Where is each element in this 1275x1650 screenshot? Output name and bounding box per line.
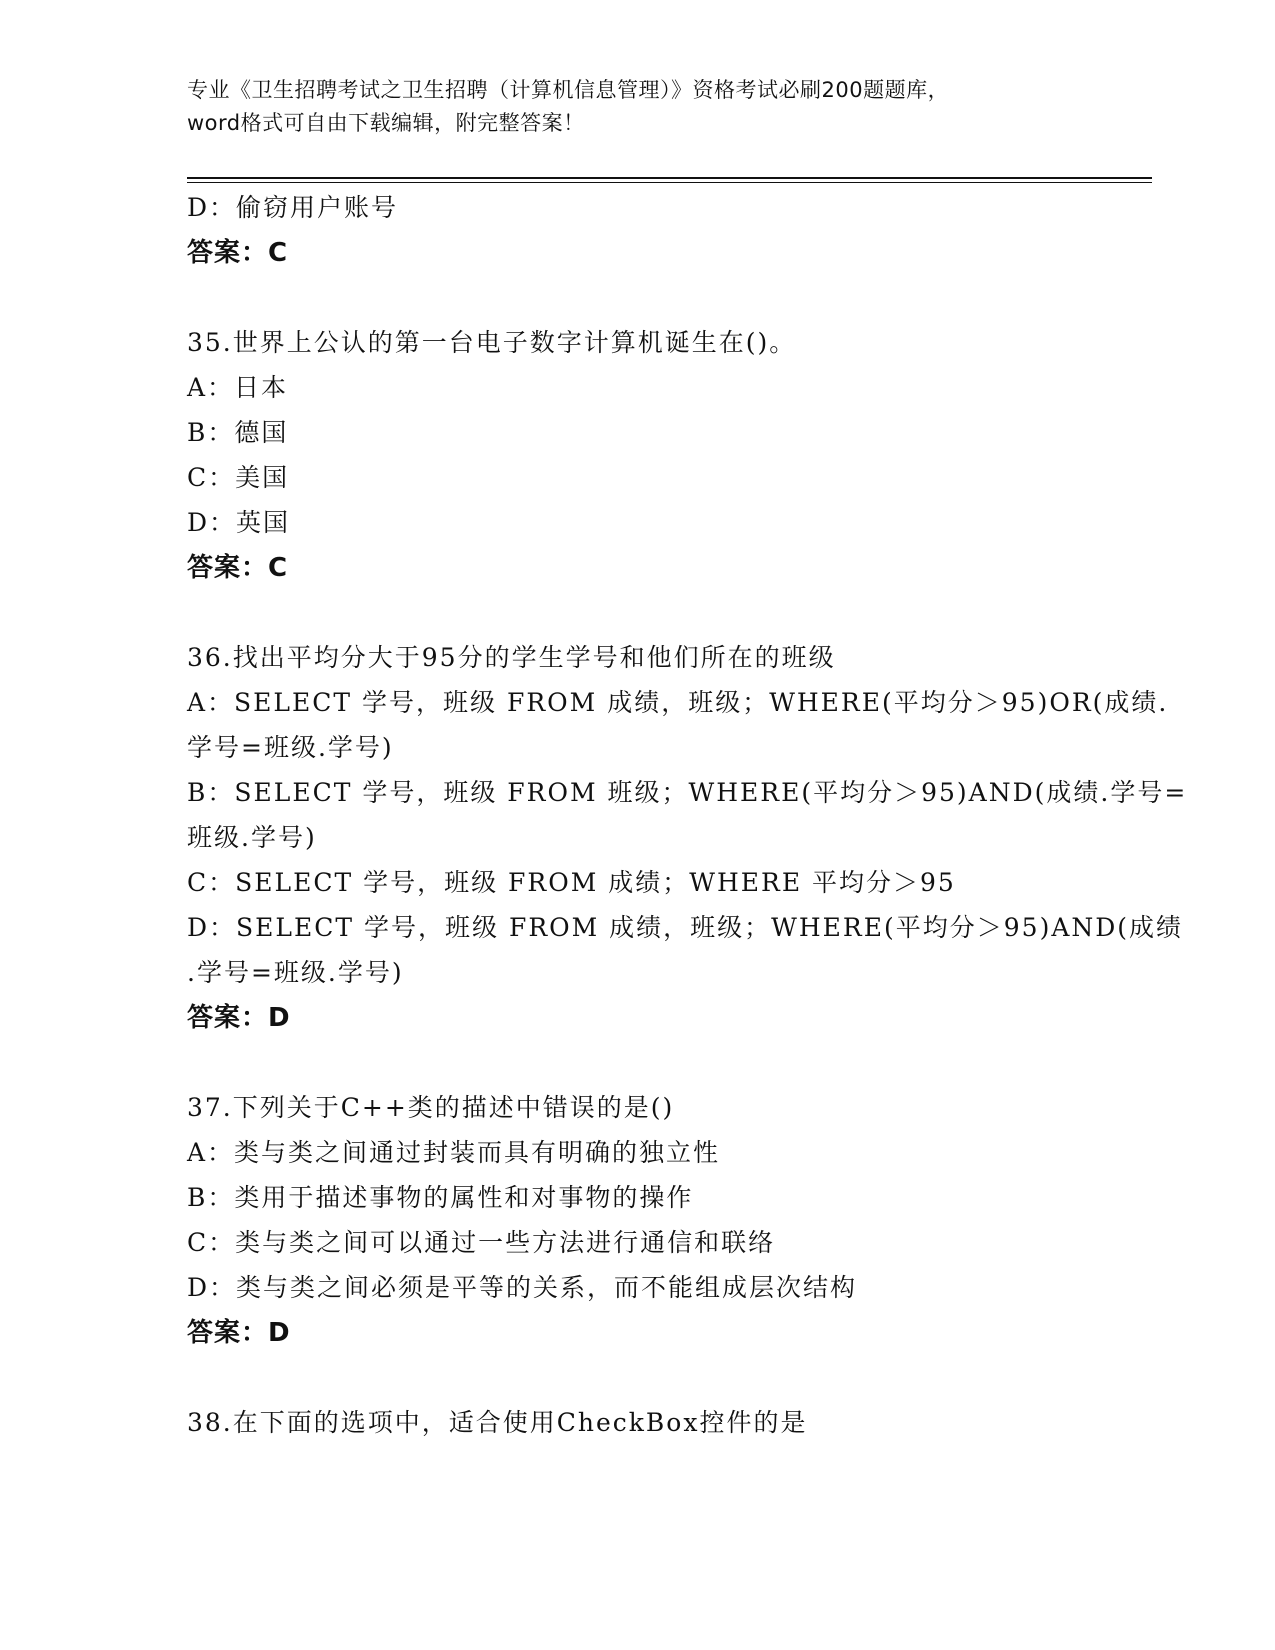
document-header xyxy=(187,74,1087,140)
q36-option-d-line-1: D：SELECT 学号，班级 FROM 成绩，班级；WHERE(平均分＞95)AND(成绩 xyxy=(187,913,1184,942)
q36-option-b-line-1: B：SELECT 学号，班级 FROM 班级；WHERE(平均分＞95)AND(成绩.学号= xyxy=(187,778,1188,807)
q37-option-c: C：类与类之间可以通过一些方法进行通信和联络 xyxy=(187,1228,776,1257)
q36-option-a-line-1: A：SELECT 学号，班级 FROM 成绩，班级；WHERE(平均分＞95)OR(成绩. xyxy=(187,688,1169,717)
header-divider-thin xyxy=(187,182,1152,183)
q34-answer: 答案：C xyxy=(187,238,289,268)
q34-option-d: D：偷窃用户账号 xyxy=(187,193,399,222)
q35-option-c: C：美国 xyxy=(187,463,290,492)
header-divider-thick xyxy=(187,177,1152,179)
q36-answer: 答案：D xyxy=(187,1003,291,1033)
q37-option-b: B：类用于描述事物的属性和对事物的操作 xyxy=(187,1183,694,1212)
q36-option-c: C：SELECT 学号，班级 FROM 成绩；WHERE 平均分＞95 xyxy=(187,868,956,897)
q35-stem: 35.世界上公认的第一台电子数字计算机诞生在()。 xyxy=(187,328,797,357)
q35-option-d: D：英国 xyxy=(187,508,291,537)
q37-stem: 37.下列关于C++类的描述中错误的是() xyxy=(187,1093,675,1122)
q38-stem: 38.在下面的选项中，适合使用CheckBox控件的是 xyxy=(187,1408,808,1437)
q37-option-d: D：类与类之间必须是平等的关系，而不能组成层次结构 xyxy=(187,1273,858,1302)
q36-option-b-line-2: 班级.学号) xyxy=(187,823,317,852)
q36-stem: 36.找出平均分大于95分的学生学号和他们所在的班级 xyxy=(187,643,836,672)
q35-option-a: A：日本 xyxy=(187,373,289,402)
header-line-1: 专业《卫生招聘考试之卫生招聘（计算机信息管理）》资格考试必刷200题题库， xyxy=(187,78,950,102)
q36-option-d-line-2: .学号=班级.学号) xyxy=(187,958,404,987)
q36-option-a-line-2: 学号=班级.学号) xyxy=(187,733,394,762)
q37-answer: 答案：D xyxy=(187,1318,291,1348)
q35-answer: 答案：C xyxy=(187,553,289,583)
q35-option-b: B：德国 xyxy=(187,418,289,447)
header-line-2: word格式可自由下载编辑，附完整答案！ xyxy=(187,111,585,135)
q37-option-a: A：类与类之间通过封装而具有明确的独立性 xyxy=(187,1138,721,1167)
